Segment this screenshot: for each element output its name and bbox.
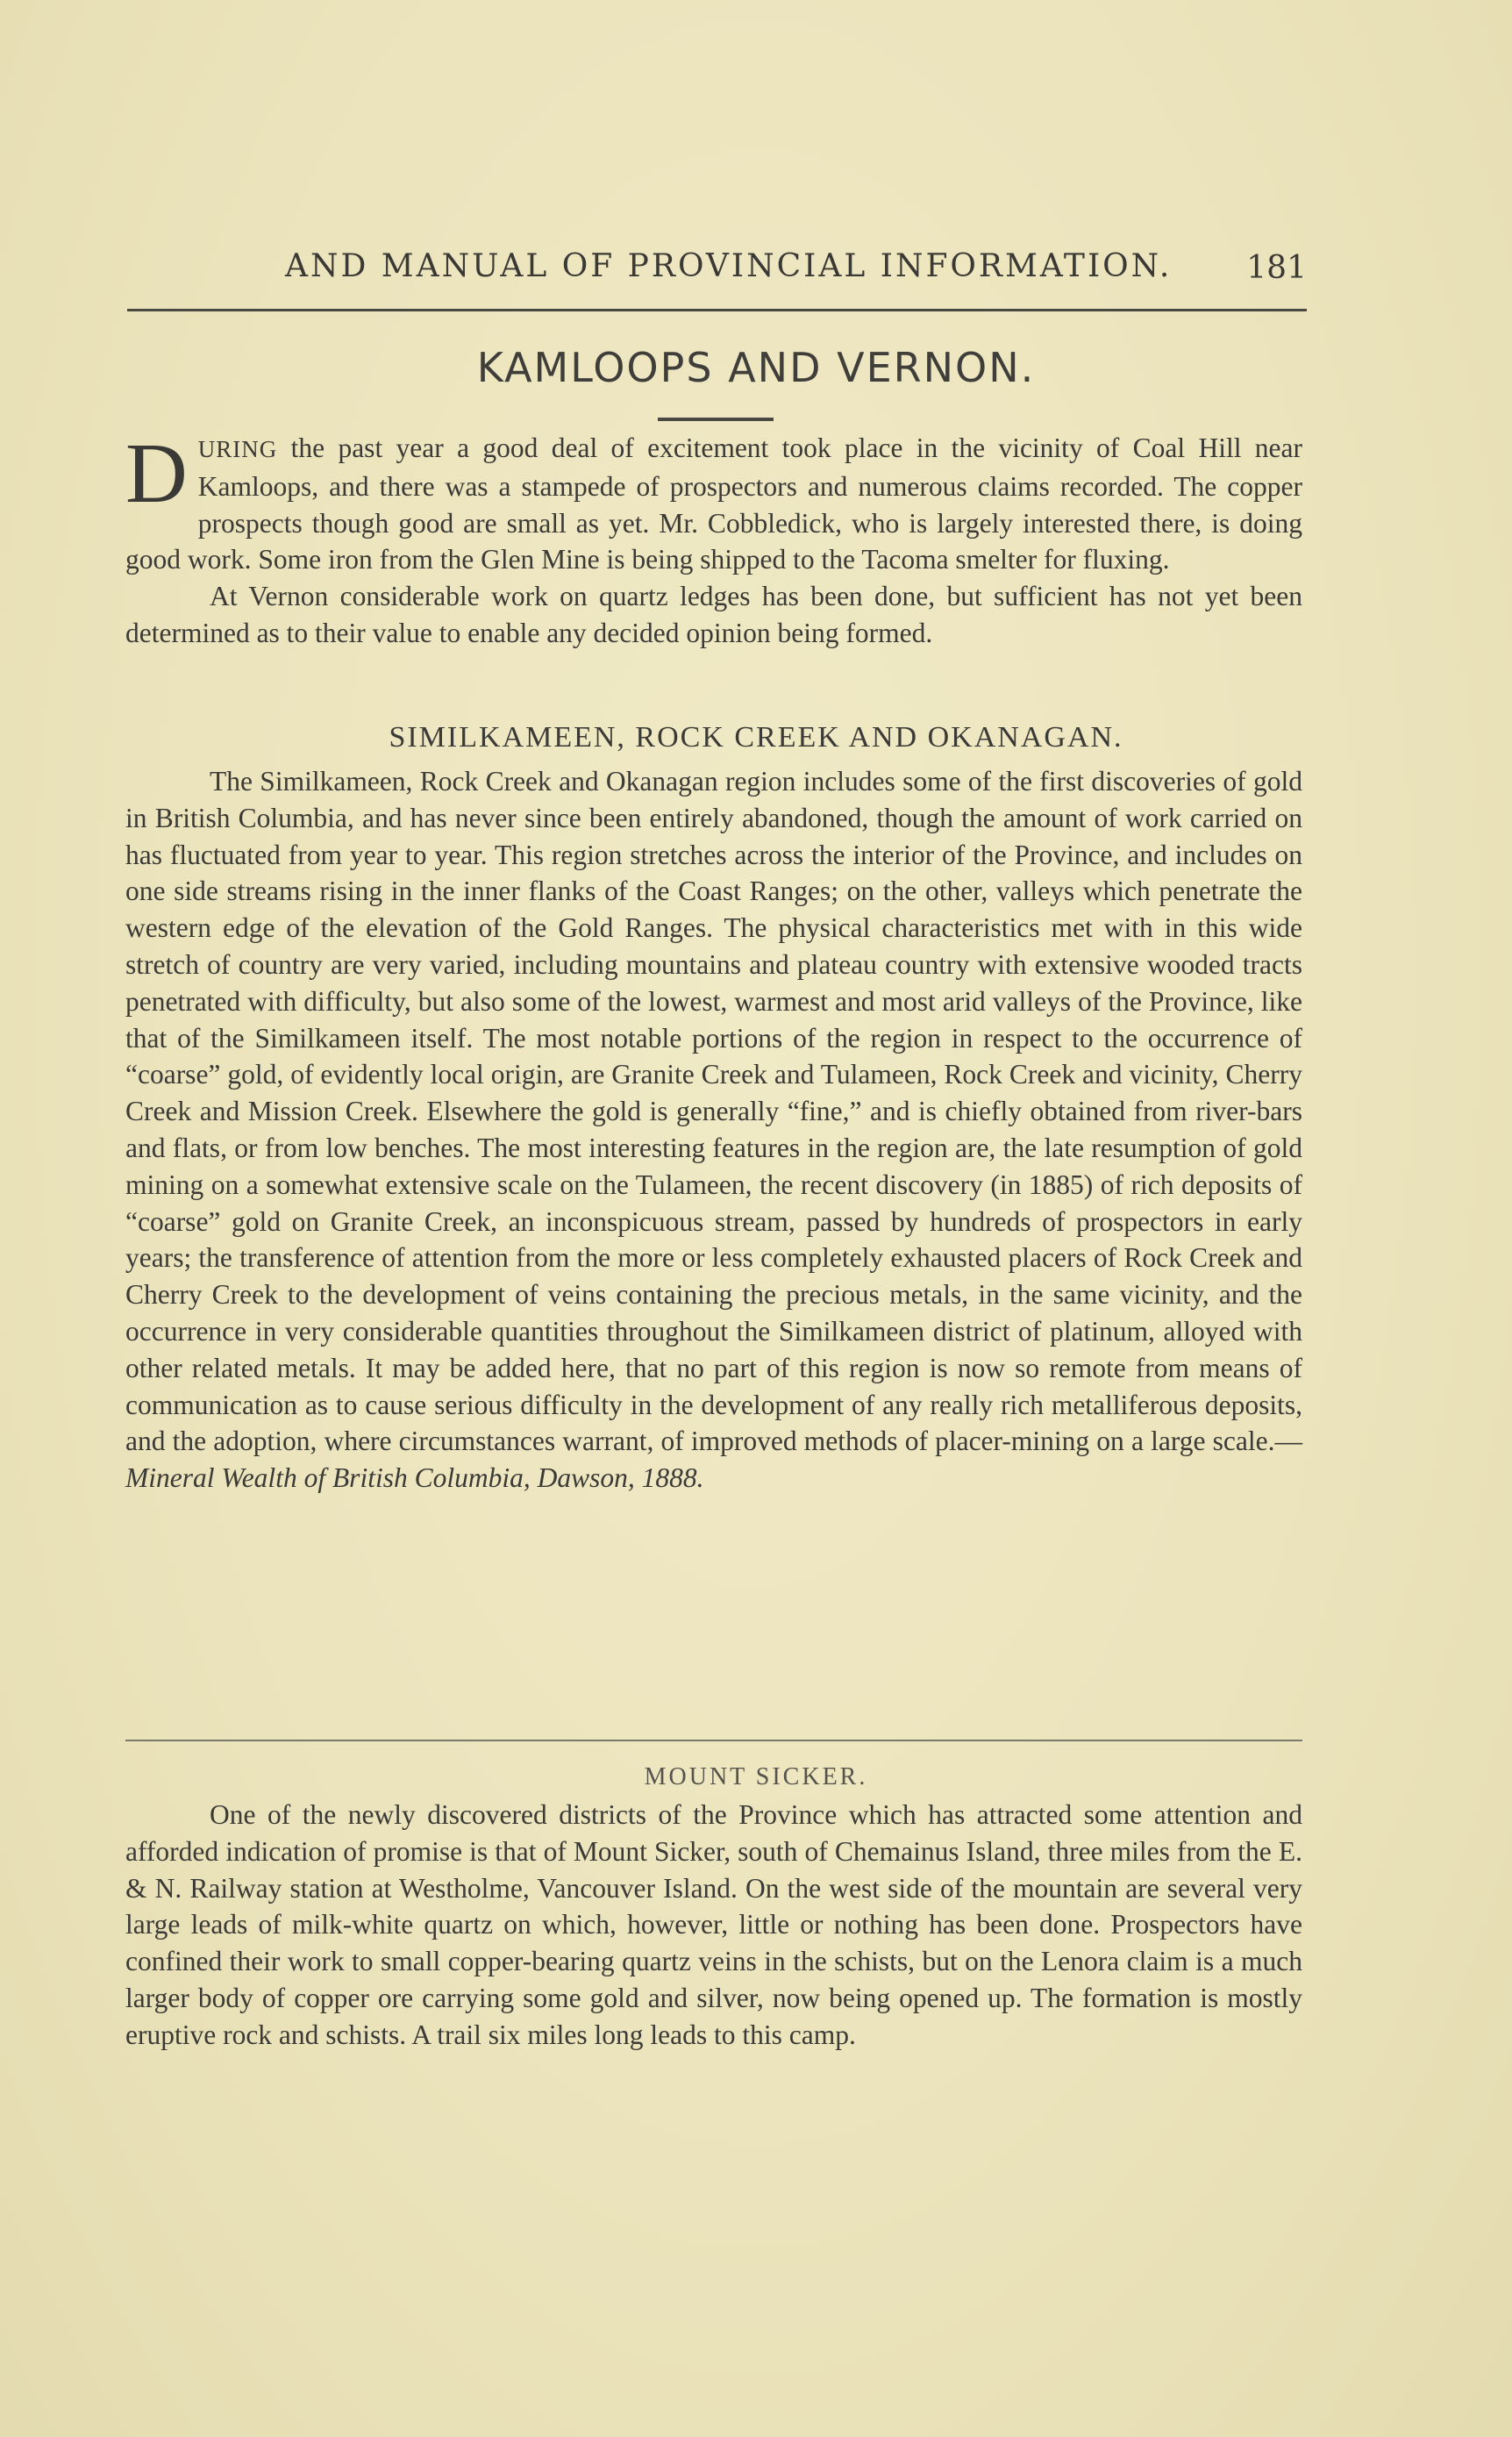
lead-word: URING: [197, 436, 278, 462]
citation: Mineral Wealth of British Columbia, Dawson, 1888.: [125, 1462, 704, 1494]
drop-cap: D: [125, 426, 188, 521]
paragraph: At Vernon considerable work on quartz ledges has been done, but sufficient has not yet been determined as to their value to enable any decided opinion being formed.: [125, 581, 1302, 648]
paragraph-text: the past year a good deal of excitement took place in the vicinity of Coal Hill near Kamloops, and there was a stampede of prospectors and numerous claims recorded. The copper prospects though good are small as yet. Mr. Cobbledick, who is largely interested there, is doing good work. Some iron from the Glen Mine is being shipped to the Tacoma smelter for fluxing.: [125, 432, 1302, 575]
running-title: AND MANUAL OF PROVINCIAL INFORMATION.: [285, 248, 1173, 284]
section-kamloops-body: [125, 426, 1302, 652]
section-similkameen-body: [125, 763, 1302, 1497]
paragraph: One of the newly discovered districts of the Province which has attracted some attention and afforded indication of promise is that of Mount Sicker, south of Chemainus Island, three miles from the E. & N. Railway station at Westholme, Vancouver Island. On the west side of the mountain are several very large leads of milk-white quartz on which, however, little or nothing has been done. Prospectors have confined their work to small copper-bearing quartz veins in the schists, but on the Lenora claim is a much larger body of copper ore carrying some gold and silver, now being opened up. The formation is mostly eruptive rock and schists. A trail six miles long leads to this camp.: [125, 1799, 1302, 2050]
paragraph: [125, 763, 1302, 1497]
paragraph: [125, 426, 1302, 578]
section-heading-similkameen: SIMILKAMEEN, ROCK CREEK AND OKANAGAN.: [389, 721, 1123, 754]
section-mount-sicker-body: [125, 1797, 1302, 2054]
section-heading-kamloops: KAMLOOPS AND VERNON.: [476, 344, 1036, 391]
section-heading-mount-sicker: MOUNT SICKER.: [644, 1763, 868, 1790]
paragraph-text: The Similkameen, Rock Creek and Okanagan region includes some of the first discoveries of gold in British Columbia, and has never since been entirely abandoned, though the amount of work carried on has fluctuated from year to year. This region stretches across the interior of the Province, and includes on one side streams rising in the inner flanks of the Coast Ranges; on the other, valleys which penetrate the western edge of the elevation of the Gold Ranges. The physical characteristics met with in this wide stretch of country are very varied, including mountains and plateau country with extensive wooded tracts penetrated with difficulty, but also some of the lowest, warmest and most arid valleys of the Province, like that of the Similkameen itself. The most notable portions of the region in respect to the occurrence of “coarse” gold, of evidently local origin, are Granite Creek and Tulameen, Rock Creek and vicinity, Cherry Creek and Mission Creek. Elsewhere the gold is generally “fine,” and is chiefly obtained from river-bars and flats, or from low benches. The most interesting features in the region are, the late resumption of gold mining on a somewhat extensive scale on the Tulameen, the recent discovery (in 1885) of rich deposits of “coarse” gold on Granite Creek, an inconspicuous stream, passed by hundreds of prospectors in early years; the transference of attention from the more or less completely exhausted placers of Rock Creek and Cherry Creek to the development of veins containing the precious metals, in the same vicinity, and the occurrence in very considerable quantities throughout the Similkameen district of platinum, alloyed with other related metals. It may be added here, that no part of this region is now so remote from means of communication as to cause serious difficulty in the development of any really rich metalliferous deposits, and the adoption, where circumstances warrant, of improved methods of placer-mining on a large scale.—: [125, 766, 1302, 1457]
header-rule: [127, 309, 1307, 311]
running-head: [127, 248, 1307, 292]
page-number: 181: [1246, 250, 1307, 286]
heading-underline: [658, 418, 774, 421]
section-divider: [125, 1740, 1302, 1741]
